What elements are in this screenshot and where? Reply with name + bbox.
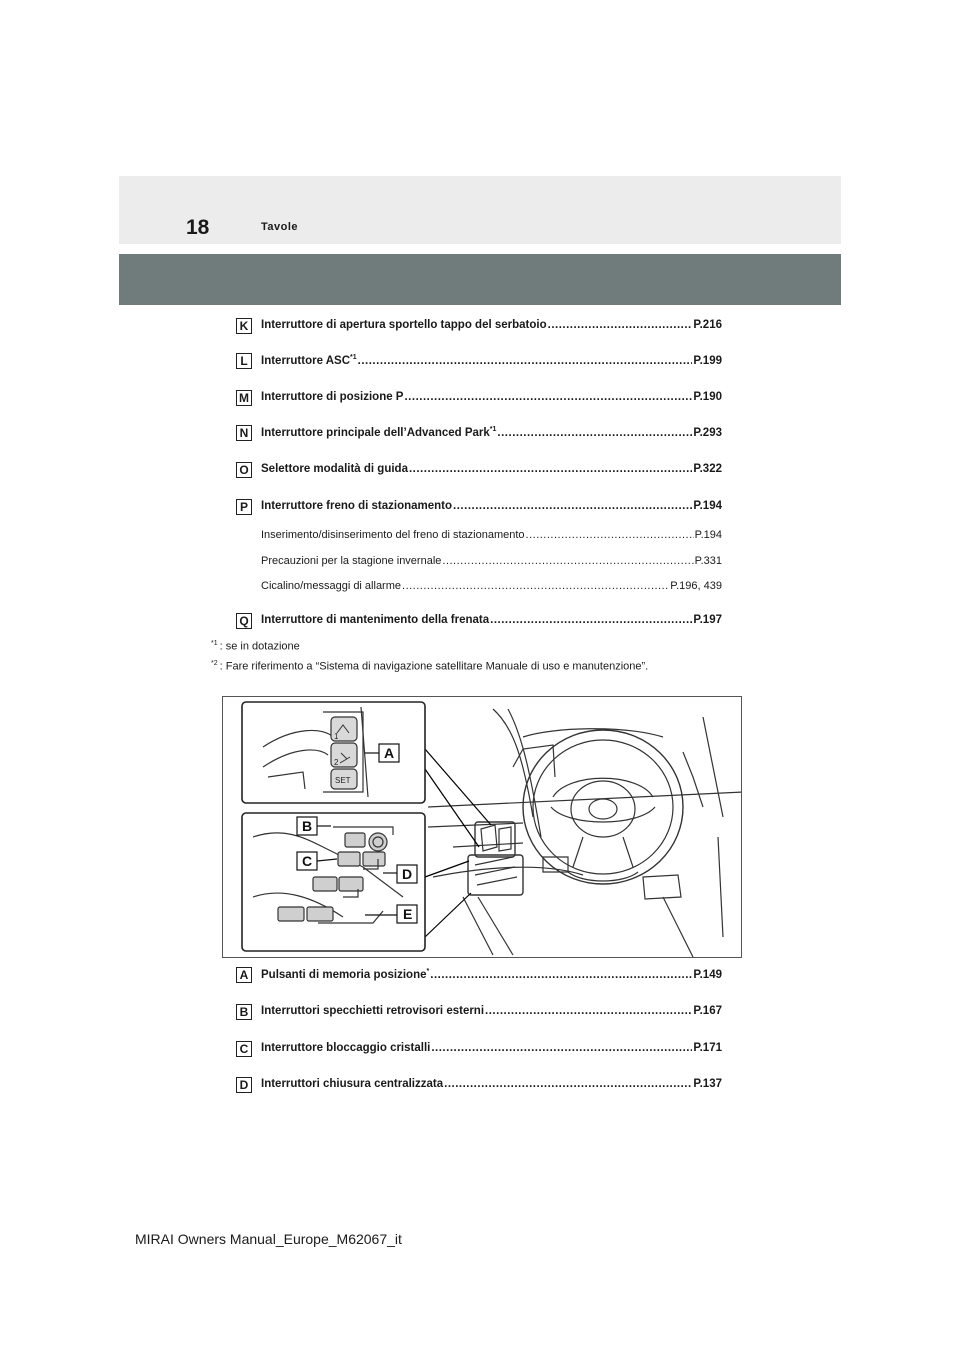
entry-l: [236, 353, 722, 371]
entry-b: [236, 1004, 722, 1022]
entry-c: [236, 1041, 722, 1059]
sub-entry: [261, 555, 722, 567]
entry-text: Interruttore ASC: [261, 354, 351, 367]
section-title: Tavole: [261, 221, 299, 233]
memory-set-label: SET: [335, 776, 351, 785]
entry-letter: M: [236, 390, 252, 406]
entry-k: [236, 318, 722, 336]
footnote-mark: *1: [211, 640, 218, 647]
page-number: 18: [186, 216, 210, 239]
page-ref[interactable]: P.322: [693, 463, 722, 475]
entry-letter: N: [236, 425, 252, 441]
memory-button-label: 1: [334, 732, 339, 741]
entry-p: [236, 499, 722, 517]
memory-button-label: 2: [334, 758, 339, 767]
entry-text: Interruttore di posizione P: [261, 391, 404, 403]
callout-label: B: [302, 818, 313, 834]
entry-text: Interruttore di mantenimento della frenata: [261, 614, 490, 626]
page-ref[interactable]: P.331: [694, 555, 722, 567]
page-ref[interactable]: P.167: [693, 1005, 722, 1017]
entry-letter: K: [236, 318, 252, 334]
callout-label: E: [403, 906, 413, 922]
entry-letter: Q: [236, 613, 252, 629]
entry-o: [236, 462, 722, 480]
sub-entry: [261, 529, 722, 541]
entry-text: Interruttore freno di stazionamento: [261, 500, 453, 512]
callout-label: C: [302, 853, 313, 869]
footnote-2: [211, 660, 648, 673]
page-ref[interactable]: P.293: [693, 426, 722, 439]
entry-text: Interruttore di apertura sportello tappo del serbatoio: [261, 319, 547, 331]
entry-m: [236, 390, 722, 408]
page-ref[interactable]: P.190: [693, 391, 722, 403]
entry-q: [236, 613, 722, 631]
page-ref[interactable]: P.149: [693, 968, 722, 981]
sub-entry-text: Precauzioni per la stagione invernale: [261, 555, 442, 567]
entry-d: [236, 1077, 722, 1095]
footnote-mark: *1: [350, 354, 357, 361]
entry-letter: O: [236, 462, 252, 478]
entry-letter: P: [236, 499, 252, 515]
footnote-text: : Fare riferimento a “Sistema di navigazione satellitare Manuale di uso e manutenzione”.: [219, 660, 649, 673]
entry-n: [236, 425, 722, 443]
page-ref[interactable]: P.216: [693, 319, 722, 331]
page-ref[interactable]: P.199: [693, 354, 722, 367]
entry-text: Interruttore bloccaggio cristalli: [261, 1042, 431, 1054]
page-ref[interactable]: P.194: [693, 500, 722, 512]
entry-a: [236, 967, 722, 985]
page-ref[interactable]: P.197: [693, 614, 722, 626]
entry-text: Pulsanti di memoria posizione: [261, 968, 427, 981]
page-ref[interactable]: P.171: [693, 1042, 722, 1054]
footer-doc-id: MIRAI Owners Manual_Europe_M62067_it: [135, 1231, 402, 1247]
entry-letter: C: [236, 1041, 252, 1057]
footnote-text: : se in dotazione: [219, 640, 300, 653]
sub-entry-text: Inserimento/disinserimento del freno di stazionamento: [261, 529, 525, 541]
entry-text: Selettore modalità di guida: [261, 463, 408, 475]
footnote-1: [211, 640, 300, 653]
sub-entry-text: Cicalino/messaggi di allarme: [261, 580, 402, 592]
dashboard-illustration: [222, 696, 742, 958]
entry-text: Interruttori chiusura centralizzata: [261, 1078, 444, 1090]
entry-text: Interruttori specchietti retrovisori esterni: [261, 1005, 485, 1017]
page-ref[interactable]: P.194: [694, 529, 722, 541]
entry-letter: A: [236, 967, 252, 983]
page-ref[interactable]: P.196, 439: [670, 580, 722, 592]
callout-label: D: [402, 866, 413, 882]
entry-letter: L: [236, 353, 252, 369]
footnote-mark: *: [426, 968, 430, 975]
entry-text: Interruttore principale dell’Advanced Park: [261, 426, 490, 439]
sub-entry: [261, 580, 722, 592]
entry-letter: B: [236, 1004, 252, 1020]
page-ref[interactable]: P.137: [693, 1078, 722, 1090]
entry-letter: D: [236, 1077, 252, 1093]
header-bar: [119, 176, 841, 244]
header-band: [119, 254, 841, 305]
callout-label: A: [384, 745, 395, 761]
footnote-mark: *2: [211, 660, 218, 667]
footnote-mark: *1: [489, 426, 497, 433]
